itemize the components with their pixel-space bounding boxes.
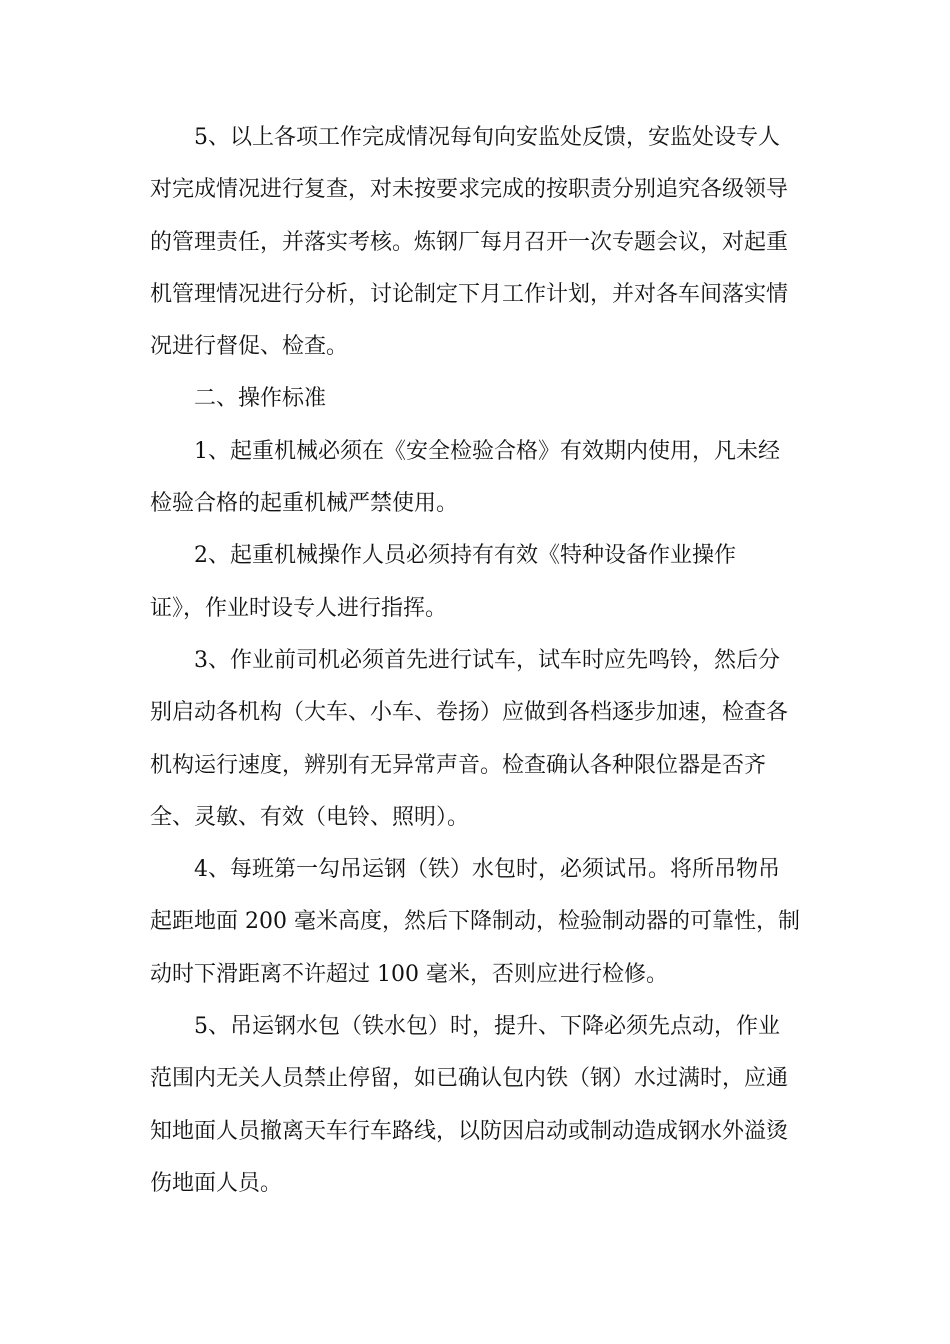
paragraph-line: 别启动各机构（大车、小车、卷扬）应做到各档逐步加速，检查各 bbox=[150, 700, 789, 726]
paragraph-line: 全、灵敏、有效（电铃、照明）。 bbox=[150, 804, 470, 830]
paragraph-line: 况进行督促、检查。 bbox=[150, 334, 349, 360]
document-body bbox=[150, 112, 802, 1210]
paragraph-line: 动时下滑距离不许超过 100 毫米，否则应进行检修。 bbox=[150, 961, 668, 987]
paragraph-line: 检验合格的起重机械严禁使用。 bbox=[150, 491, 459, 517]
paragraph-line: 的管理责任，并落实考核。炼钢厂每月召开一次专题会议，对起重 bbox=[150, 229, 789, 255]
section-heading: 二、操作标准 bbox=[194, 386, 327, 412]
paragraph-line: 5、吊运钢水包（铁水包）时，提升、下降必须先点动，作业 bbox=[194, 1014, 780, 1040]
paragraph-line: 2、起重机械操作人员必须持有有效《特种设备作业操作 bbox=[194, 543, 736, 569]
paragraph-line: 伤地面人员。 bbox=[150, 1170, 283, 1196]
paragraph-line: 1、起重机械必须在《安全检验合格》有效期内使用，凡未经 bbox=[194, 438, 780, 464]
paragraph-line: 3、作业前司机必须首先进行试车，试车时应先鸣铃，然后分 bbox=[194, 647, 780, 673]
paragraph-line: 证》，作业时设专人进行指挥。 bbox=[150, 595, 448, 621]
paragraph-line: 起距地面 200 毫米高度，然后下降制动，检验制动器的可靠性，制 bbox=[150, 909, 800, 935]
paragraph-line: 知地面人员撤离天车行车路线，以防因启动或制动造成钢水外溢烫 bbox=[150, 1118, 789, 1144]
paragraph-line: 机管理情况进行分析，讨论制定下月工作计划，并对各车间落实情 bbox=[150, 281, 789, 307]
paragraph-line: 机构运行速度，辨别有无异常声音。检查确认各种限位器是否齐 bbox=[150, 752, 767, 778]
paragraph-line: 4、每班第一勾吊运钢（铁）水包时，必须试吊。将所吊物吊 bbox=[194, 857, 780, 883]
paragraph-line: 范围内无关人员禁止停留，如已确认包内铁（钢）水过满时，应通 bbox=[150, 1066, 789, 1092]
paragraph-line: 对完成情况进行复查，对未按要求完成的按职责分别追究各级领导 bbox=[150, 177, 789, 203]
paragraph-line: 5、以上各项工作完成情况每旬向安监处反馈，安监处设专人 bbox=[194, 125, 780, 150]
